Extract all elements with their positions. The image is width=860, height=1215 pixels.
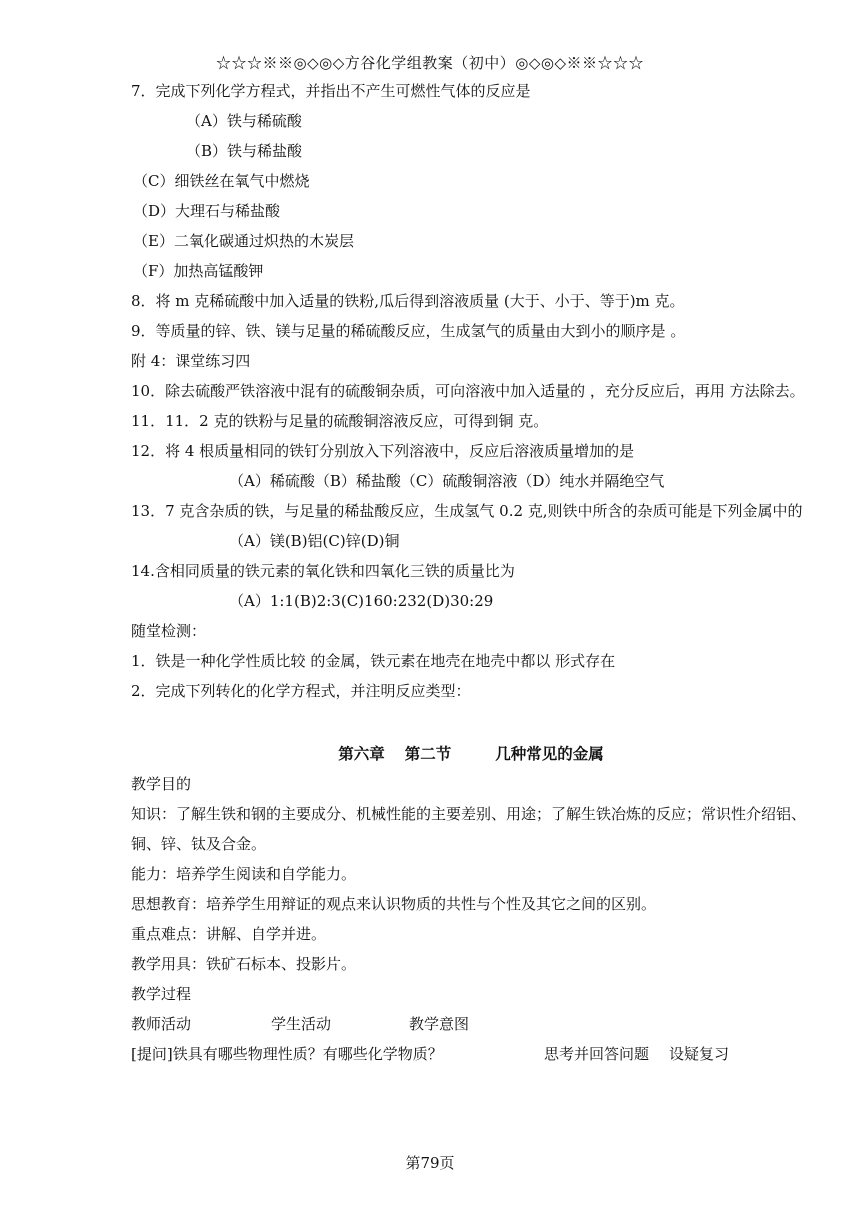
focus-difficulty: 重点难点：讲解、自学并进。	[131, 925, 327, 943]
question-7-option-d: （D）大理石与稀盐酸	[133, 202, 281, 220]
chapter-title	[131, 739, 811, 769]
question-8: 8．将 m 克稀硫酸中加入适量的铁粉,瓜后得到溶液质量 (大于、小于、等于)m 克。	[131, 292, 685, 310]
quiz-item-1: 1．铁是一种化学性质比较 的金属，铁元素在地壳在地壳中都以 形式存在	[131, 652, 616, 670]
document-body	[131, 76, 811, 1069]
student-response: 思考并回答问题	[544, 1045, 650, 1063]
question-13-options: （A）镁(B)铝(C)锌(D)铜	[229, 532, 400, 550]
teaching-intent-label: 教学意图	[409, 1015, 470, 1033]
teaching-process-heading: 教学过程	[131, 985, 192, 1003]
teacher-activity-label: 教师活动	[131, 1015, 192, 1033]
question-7-option-f: （F）加热高锰酸钾	[133, 262, 264, 280]
knowledge-goal: 知识：了解生铁和钢的主要成分、机械性能的主要差别、用途；了解生铁冶炼的反应；常识性介绍铝、铜、锌、钛及合金。	[131, 805, 807, 853]
section-number: 第二节	[404, 744, 452, 763]
page-header: ☆☆☆※※◎◇◎◇方谷化学组教案（初中）◎◇◎◇※※☆☆☆	[216, 54, 644, 72]
question-12: 12．将 4 根质量相同的铁钉分别放入下列溶液中，反应后溶液质量增加的是	[131, 442, 635, 460]
question-7-option-a: （A）铁与稀硫酸	[186, 112, 302, 130]
ability-goal: 能力：培养学生阅读和自学能力。	[131, 865, 357, 883]
question-7-option-c: （C）细铁丝在氧气中燃烧	[133, 172, 310, 190]
question-14-options: （A）1:1(B)2:3(C)160:232(D)30:29	[229, 592, 494, 610]
student-activity-label: 学生活动	[271, 1015, 332, 1033]
question-10: 10．除去硫酸严铁溶液中混有的硫酸铜杂质，可向溶液中加入适量的 ，充分反应后，再用 方法除去。	[131, 382, 805, 400]
question-7: 7．完成下列化学方程式，并指出不产生可燃性气体的反应是	[131, 82, 531, 100]
appendix-heading: 附 4：课堂练习四	[131, 352, 251, 370]
teaching-intent: 设疑复习	[669, 1045, 730, 1063]
question-7-option-e: （E）二氧化碳通过炽热的木炭层	[133, 232, 354, 250]
teaching-tools: 教学用具：铁矿石标本、投影片。	[131, 955, 357, 973]
question-9: 9．等质量的锌、铁、镁与足量的稀硫酸反应，生成氢气的质量由大到小的顺序是 。	[131, 322, 686, 340]
question-11: 11．11．2 克的铁粉与足量的硫酸铜溶液反应，可得到铜 克。	[131, 412, 549, 430]
question-14: 14.含相同质量的铁元素的氧化铁和四氧化三铁的质量比为	[131, 562, 515, 580]
question-13: 13．7 克含杂质的铁，与足量的稀盐酸反应，生成氢气 0.2 克,则铁中所含的杂质可能是下列金属中的	[131, 502, 803, 520]
page-number: 第79页	[405, 1154, 455, 1172]
chapter-number: 第六章	[338, 744, 385, 763]
section-title: 几种常见的金属	[495, 744, 604, 763]
quiz-heading: 随堂检测：	[131, 622, 207, 640]
activity-columns	[131, 1009, 811, 1039]
question-12-options: （A）稀硫酸（B）稀盐酸（C）硫酸铜溶液（D）纯水并隔绝空气	[229, 472, 665, 490]
teaching-goals-heading: 教学目的	[131, 775, 192, 793]
question-7-option-b: （B）铁与稀盐酸	[186, 142, 303, 160]
moral-goal: 思想教育：培养学生用辩证的观点来认识物质的共性与个性及其它之间的区别。	[131, 895, 657, 913]
teacher-question: [提问]铁具有哪些物理性质？有哪些化学物质？	[131, 1045, 443, 1063]
quiz-item-2: 2．完成下列转化的化学方程式，并注明反应类型：	[131, 682, 471, 700]
question-row	[131, 1039, 811, 1069]
